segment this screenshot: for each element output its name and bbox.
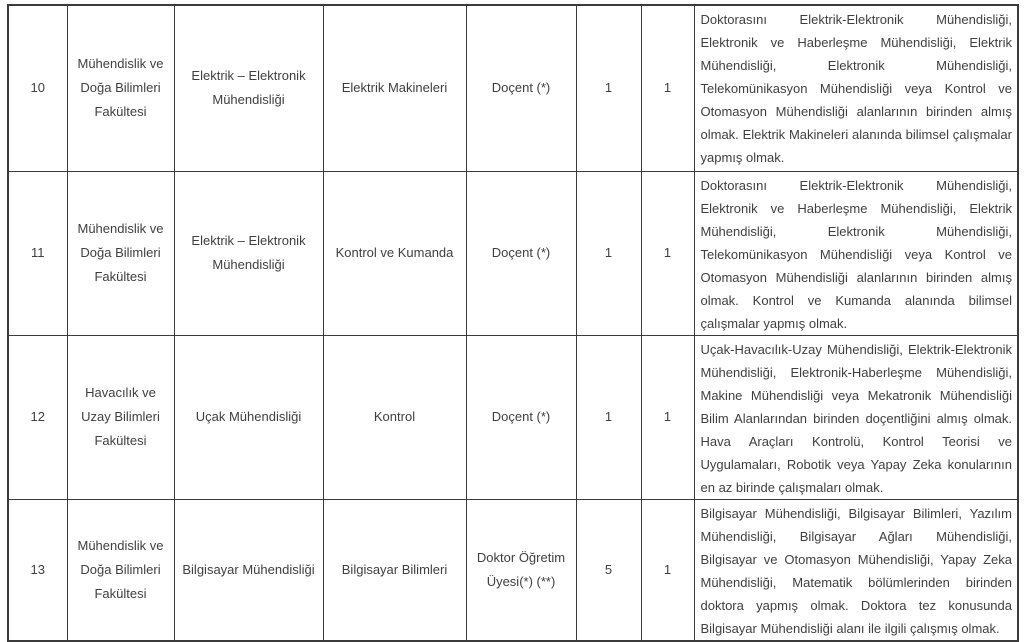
- row-number-cell: 12: [8, 335, 67, 499]
- department-cell: Bilgisayar Mühendisliği: [174, 499, 323, 641]
- quota-cell: 1: [576, 335, 641, 499]
- quota-cell: 1: [576, 5, 641, 171]
- faculty-cell: Mühendislik ve Doğa Bilimleri Fakültesi: [67, 171, 174, 335]
- department-cell: Elektrik – Elektronik Mühendisliği: [174, 5, 323, 171]
- quota2-cell: 1: [641, 335, 694, 499]
- requirements-cell: Doktorasını Elektrik-Elektronik Mühendisliği, Elektronik ve Haberleşme Mühendisliği, Elektrik Mühendisliği, Elektronik Mühendisliği, Telekomünikasyon Mühendisliği veya Kontrol ve Otomasyon Mühendisliği alanlarının birinden almış olmak. Kontrol ve Kumanda alanında bilimsel çalışmalar yapmış olmak.: [694, 171, 1018, 335]
- department-cell: Elektrik – Elektronik Mühendisliği: [174, 171, 323, 335]
- row-number-cell: 11: [8, 171, 67, 335]
- quota2-cell: 1: [641, 499, 694, 641]
- table-row: [8, 5, 1018, 171]
- quota-cell: 1: [576, 171, 641, 335]
- field-cell: Kontrol ve Kumanda: [323, 171, 466, 335]
- table-row: [8, 335, 1018, 499]
- table-row: [8, 171, 1018, 335]
- faculty-cell: Mühendislik ve Doğa Bilimleri Fakültesi: [67, 5, 174, 171]
- quota2-cell: 1: [641, 171, 694, 335]
- row-number-cell: 10: [8, 5, 67, 171]
- title-cell: Doçent (*): [466, 335, 576, 499]
- requirements-cell: Bilgisayar Mühendisliği, Bilgisayar Bilimleri, Yazılım Mühendisliği, Bilgisayar Ağları Mühendisliği, Bilgisayar ve Otomasyon Mühendisliği, Yapay Zeka Mühendisliği, Matematik bölümlerinden birinden doktora yapmış olmak. Doktora tez konusunda Bilgisayar Mühendisliği alanı ile ilgili çalışmış olmak.: [694, 499, 1018, 641]
- title-cell: Doçent (*): [466, 171, 576, 335]
- field-cell: Elektrik Makineleri: [323, 5, 466, 171]
- department-cell: Uçak Mühendisliği: [174, 335, 323, 499]
- table-row: [8, 499, 1018, 641]
- title-cell: Doçent (*): [466, 5, 576, 171]
- academic-positions-table: [7, 4, 1019, 642]
- row-number-cell: 13: [8, 499, 67, 641]
- requirements-cell: Doktorasını Elektrik-Elektronik Mühendisliği, Elektronik ve Haberleşme Mühendisliği, Elektrik Mühendisliği, Elektronik Mühendisliği, Telekomünikasyon Mühendisliği veya Kontrol ve Otomasyon Mühendisliği alanlarının birinden almış olmak. Elektrik Makineleri alanında bilimsel çalışmalar yapmış olmak.: [694, 5, 1018, 171]
- quota-cell: 5: [576, 499, 641, 641]
- field-cell: Bilgisayar Bilimleri: [323, 499, 466, 641]
- title-cell: Doktor Öğretim Üyesi(*) (**): [466, 499, 576, 641]
- field-cell: Kontrol: [323, 335, 466, 499]
- requirements-cell: Uçak-Havacılık-Uzay Mühendisliği, Elektrik-Elektronik Mühendisliği, Elektronik-Haberleşme Mühendisliği, Makine Mühendisliği veya Mekatronik Mühendisliği Bilim Alanlarından birinden doçentliğini almış olmak. Hava Araçları Kontrolü, Kontrol Teorisi ve Uygulamaları, Robotik veya Yapay Zeka konularının en az birinde çalışmaları olmak.: [694, 335, 1018, 499]
- faculty-cell: Havacılık ve Uzay Bilimleri Fakültesi: [67, 335, 174, 499]
- quota2-cell: 1: [641, 5, 694, 171]
- faculty-cell: Mühendislik ve Doğa Bilimleri Fakültesi: [67, 499, 174, 641]
